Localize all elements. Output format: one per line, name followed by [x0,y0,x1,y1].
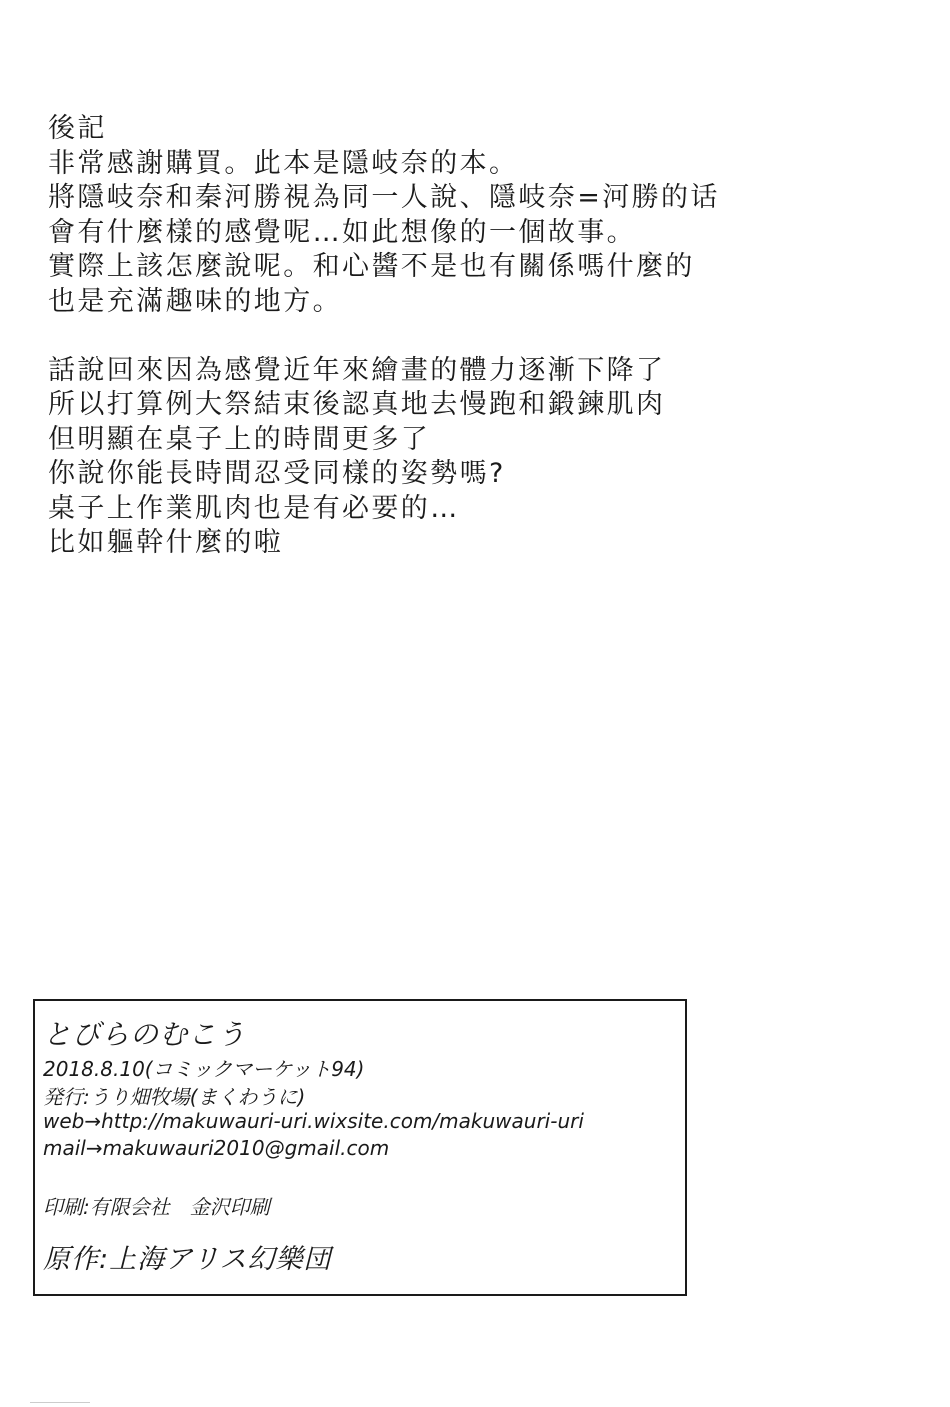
afterword-line: 實際上該怎麼說呢。和心醬不是也有關係嗎什麼的 [48,251,695,282]
colophon-box [33,999,687,1296]
publisher: 発行:うり畑牧場(まくわうに) [43,1085,306,1109]
web-url: web→http://makuwauri-uri.wixsite.com/makuwauri-uri [43,1109,584,1133]
afterword-line: 桌子上作業肌肉也是有必要的… [48,492,460,524]
afterword-line: 非常感謝購買。此本是隱岐奈的本。 [48,147,519,179]
afterword-heading: 後記 [48,113,107,144]
afterword-line: 所以打算例大祭結束後認真地去慢跑和鍛鍊肌肉 [48,389,666,420]
afterword-line: 將隱岐奈和秦河勝視為同一人說、隱岐奈=河勝的话 [48,182,720,213]
paragraph-gap [48,319,908,354]
printer: 印刷:有限会社 金沢印刷 [43,1195,270,1219]
book-title: とびらのむこう [43,1018,247,1051]
bottom-rule [30,1402,90,1403]
afterword-line: 會有什麼樣的感覺呢…如此想像的一個故事。 [48,216,636,248]
afterword-line: 話說回來因為感覺近年來繪畫的體力逐漸下降了 [48,354,666,386]
afterword-line: 比如軀幹什麼的啦 [48,527,284,558]
afterword-line: 也是充滿趣味的地方。 [48,285,342,317]
publish-date: 2018.8.10(コミックマーケット94) [43,1057,365,1081]
afterword-line: 你說你能長時間忍受同樣的姿勢嗎? [48,458,506,489]
original-work: 原作:上海アリス幻樂団 [43,1244,332,1275]
afterword-line: 但明顯在桌子上的時間更多了 [48,423,431,455]
mail-address: mail→makuwauri2010@gmail.com [43,1136,390,1160]
afterword-text [48,112,908,561]
